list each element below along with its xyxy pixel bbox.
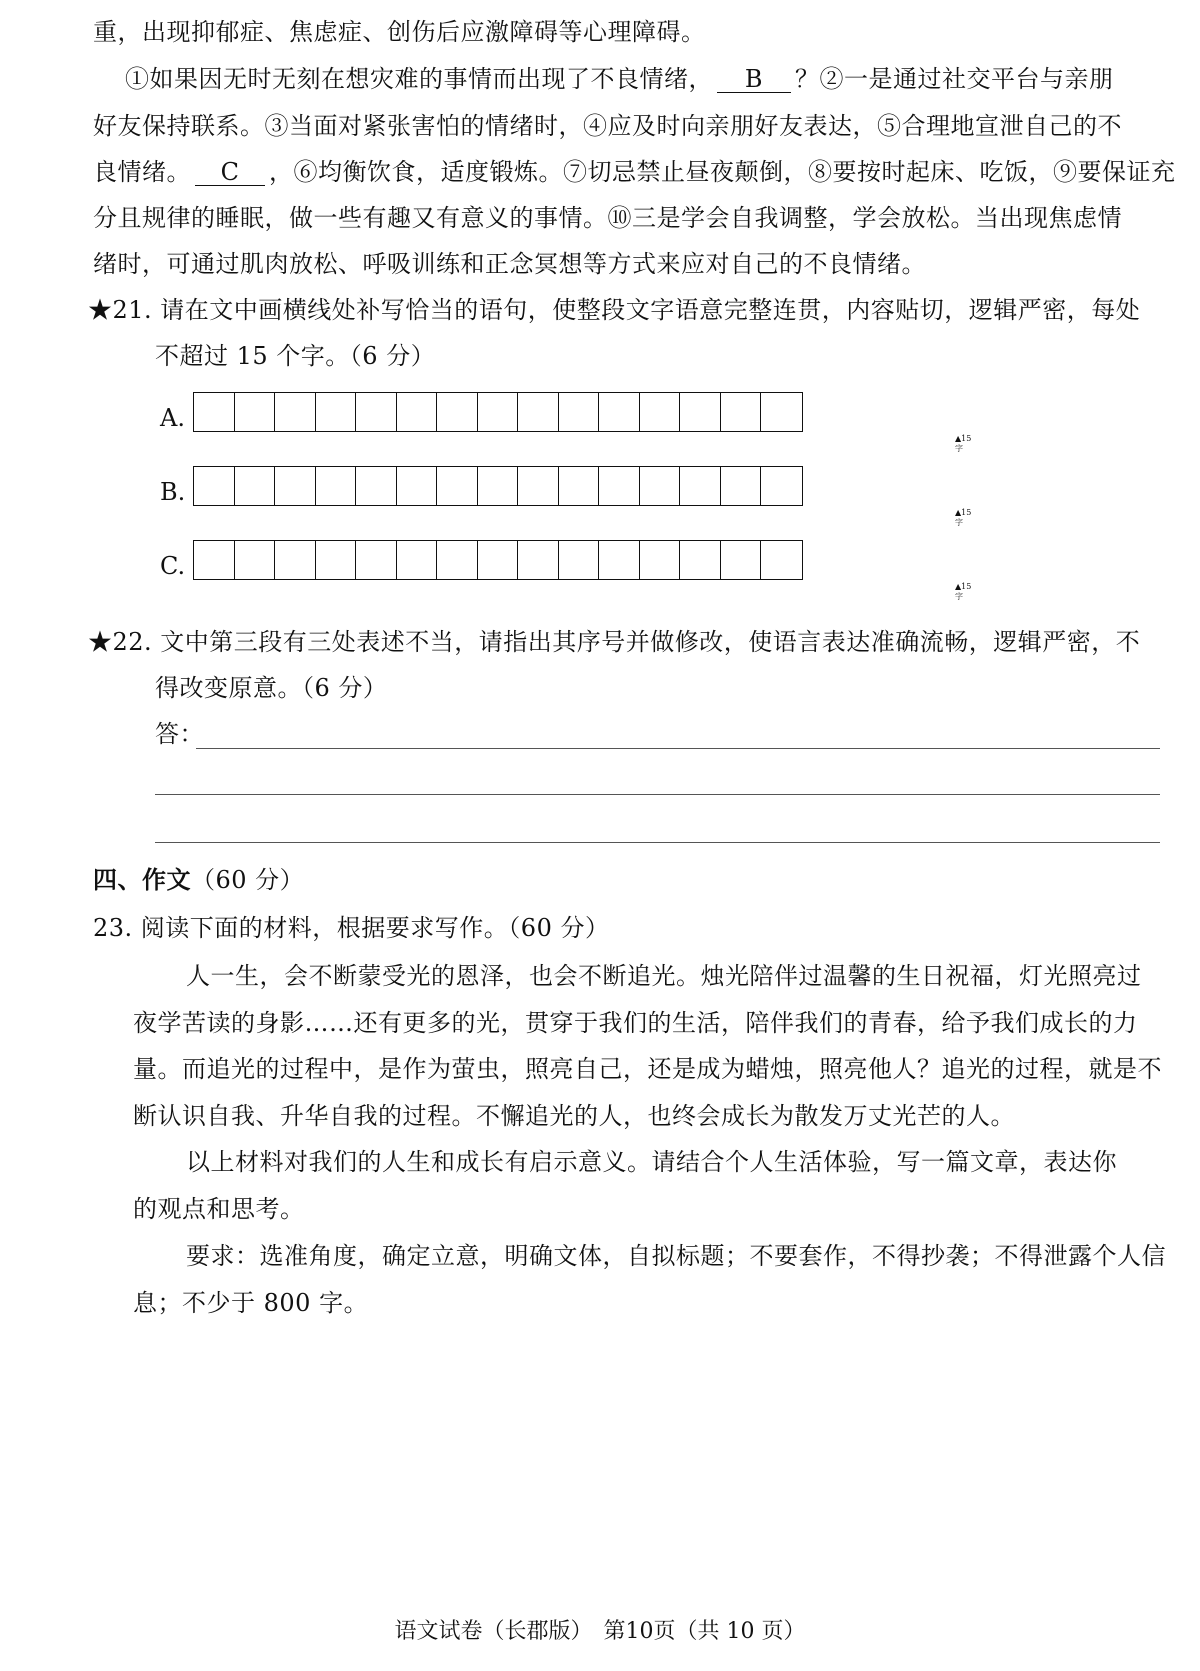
passage-line-5: 分且规律的睡眠，做一些有趣又有意义的事情。⑩三是学会自我调整，学会放松。当出现焦虑情 <box>93 204 1122 232</box>
requirements-line-1: 要求：选准角度，确定立意，明确文体，自拟标题；不要套作，不得抄袭；不得泄露个人信 <box>186 1242 1166 1270</box>
passage-line-2-start: ①如果因无时无刻在想灾难的事情而出现了不良情绪， <box>125 65 713 93</box>
material-line-5: 以上材料对我们的人生和成长有启示意义。请结合个人生活体验，写一篇文章，表达你 <box>186 1148 1117 1176</box>
blank-c[interactable]: C <box>195 159 265 186</box>
passage-line-4-end: ，⑥均衡饮食，适度锻炼。⑦切忌禁止昼夜颠倒，⑧要按时起床、吃饭，⑨要保证充 <box>269 158 1176 186</box>
answer-line-3[interactable] <box>155 842 1160 843</box>
passage-line-6: 绪时，可通过肌肉放松、呼吸训练和正念冥想等方式来应对自己的不良情绪。 <box>93 250 926 278</box>
material-line-2: 夜学苦读的身影……还有更多的光，贯穿于我们的生活，陪伴我们的青春，给予我们成长的力 <box>133 1009 1138 1037</box>
answer-cells[interactable] <box>193 392 803 432</box>
page-footer: 语文试卷（长郡版） 第10页（共 10 页） <box>394 1619 806 1644</box>
answer-line-1[interactable] <box>196 748 1160 749</box>
q22-prompt-line-1: ★22. 文中第三段有三处表述不当，请指出其序号并做修改，使语言表达准确流畅，逻辑严密，不 <box>88 628 1141 656</box>
passage-line-2-end: ？②一是通过社交平台与亲朋 <box>795 65 1114 93</box>
passage-line-4 <box>93 156 1176 188</box>
answer-cells[interactable] <box>193 466 803 506</box>
section-4-title: 四、作文 <box>93 865 191 894</box>
q23-prompt: 23. 阅读下面的材料，根据要求写作。（60 分） <box>93 914 610 942</box>
passage-line-2 <box>125 63 1114 95</box>
char-count-label: ▲15字 <box>955 508 972 527</box>
answer-cells[interactable] <box>193 540 803 580</box>
material-line-3: 量。而追光的过程中，是作为萤虫，照亮自己，还是成为蜡烛，照亮他人？追光的过程，就是不 <box>133 1055 1162 1083</box>
answer-label: 答： <box>155 720 204 748</box>
passage-line-4-start: 良情绪。 <box>93 158 191 186</box>
material-line-6: 的观点和思考。 <box>133 1195 305 1223</box>
passage-line-1: 重，出现抑郁症、焦虑症、创伤后应激障碍等心理障碍。 <box>93 18 706 46</box>
material-line-1: 人一生，会不断蒙受光的恩泽，也会不断追光。烛光陪伴过温馨的生日祝福，灯光照亮过 <box>186 962 1142 990</box>
q21-prompt-line-2: 不超过 15 个字。（6 分） <box>155 342 436 370</box>
answer-line-2[interactable] <box>155 794 1160 795</box>
section-4-heading <box>93 864 304 896</box>
answer-grid-label: B. <box>160 478 186 506</box>
char-count-label: ▲15字 <box>955 582 972 601</box>
answer-grid-label: A. <box>160 404 185 432</box>
char-count-label: ▲15字 <box>955 434 972 453</box>
q22-prompt-line-2: 得改变原意。（6 分） <box>155 674 388 702</box>
section-4-score: （60 分） <box>191 866 305 894</box>
material-line-4: 断认识自我、升华自我的过程。不懈追光的人，也终会成长为散发万丈光芒的人。 <box>133 1102 1015 1130</box>
answer-grid-label: C. <box>160 552 186 580</box>
blank-b[interactable]: B <box>717 66 791 93</box>
requirements-line-2: 息；不少于 800 字。 <box>133 1289 369 1317</box>
q21-prompt-line-1: ★21. 请在文中画横线处补写恰当的语句，使整段文字语意完整连贯，内容贴切，逻辑严密，每处 <box>88 296 1141 324</box>
passage-line-3: 好友保持联系。③当面对紧张害怕的情绪时，④应及时向亲朋好友表达，⑤合理地宣泄自己的不 <box>93 112 1122 140</box>
